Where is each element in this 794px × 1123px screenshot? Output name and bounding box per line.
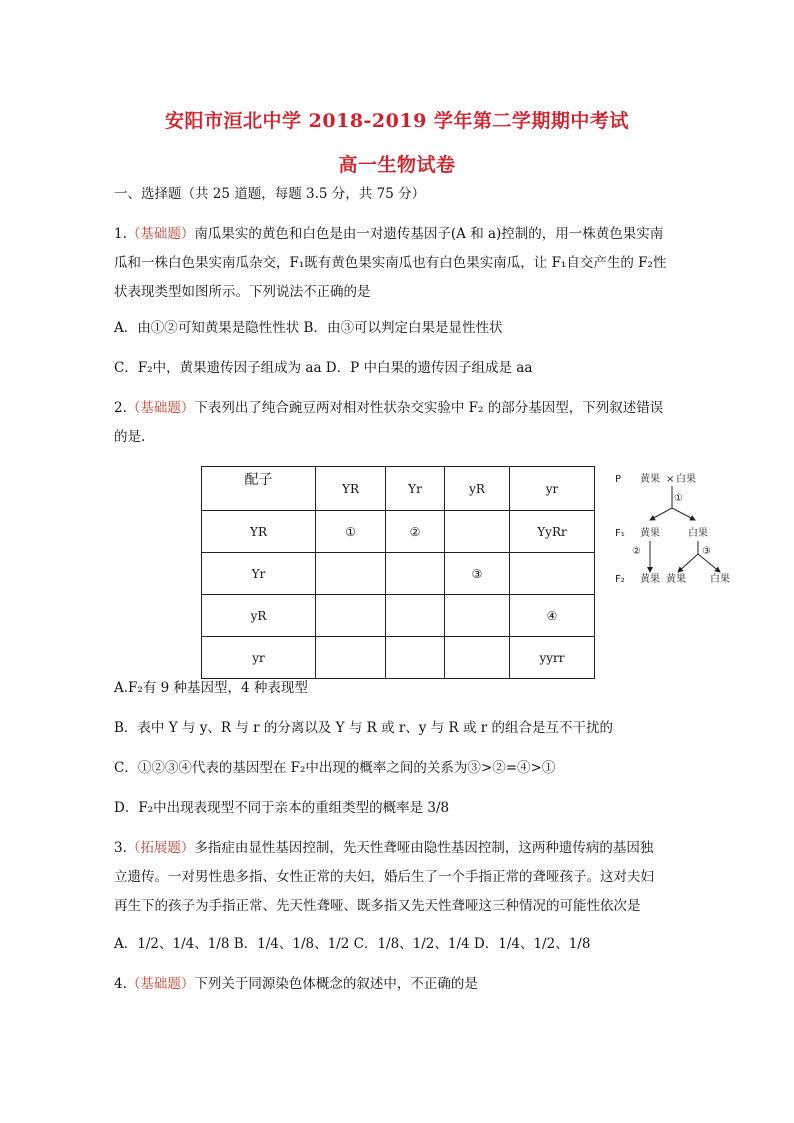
table-cell: ③ [445, 553, 510, 595]
table-cell: yr [202, 637, 316, 679]
table-cell [510, 553, 595, 595]
q3-line-1 [114, 838, 653, 858]
table-cell: ① [316, 511, 386, 553]
table-cell: YyRr [510, 511, 595, 553]
q3-line-2: 立遗传。一对男性患多指、女性正常的夫妇，婚后生了一个手指正常的聋哑孩子。这对夫妇 [114, 869, 654, 885]
q1-text-1: 南瓜果实的黄色和白色是由一对遗传基因子(A 和 a)控制的，用一株黄色果实南 [194, 226, 664, 242]
pedigree-diagram [610, 468, 750, 593]
table-cell [386, 637, 445, 679]
q2-option-d: D．F₂中出现表现型不同于亲本的重组类型的概率是 3/8 [114, 800, 450, 816]
q3-number: 3. [114, 840, 127, 856]
q1-tag: （基础题） [126, 226, 195, 242]
f2-white-label: 白果 [710, 574, 730, 585]
f2-yellow-label-2: 黄果 [666, 574, 686, 585]
table-cell: ② [386, 511, 445, 553]
arrow-to-f1-white [672, 508, 695, 520]
table-header-cell: yr [510, 467, 595, 511]
table-header-cell: Yr [386, 467, 445, 511]
mark-1: ① [674, 493, 683, 504]
q4-tag: （基础题） [126, 976, 195, 992]
table-header-cell: yR [445, 467, 510, 511]
p-yellow-label: 黄果 [640, 474, 660, 485]
table-cell: yyrr [510, 637, 595, 679]
q4-number: 4. [114, 976, 127, 992]
table-header-cell: YR [316, 467, 386, 511]
table-row [202, 595, 595, 637]
arrow-to-f1-yellow [650, 508, 672, 520]
q2-tag: （基础题） [126, 400, 195, 416]
exam-title: 安阳市洹北中学 2018-2019 学年第二学期期中考试 [165, 110, 629, 132]
q2-number: 2. [114, 400, 127, 416]
q4-line-1 [114, 974, 478, 994]
genotype-table [201, 466, 595, 679]
table-cell [445, 595, 510, 637]
generation-f2-label: F₂ [615, 574, 625, 585]
p-white-label: 白果 [676, 474, 696, 485]
generation-p-label: P [615, 474, 622, 485]
q2-text-1: 下表列出了纯合豌豆两对相对性状杂交实验中 F₂ 的部分基因型，下列叙述错误 [194, 400, 664, 416]
exam-subtitle: 高一生物试卷 [338, 154, 456, 176]
q1-line-3: 状表现类型如图所示。下列说法不正确的是 [114, 284, 371, 300]
table-cell [316, 637, 386, 679]
q1-line-1 [114, 224, 663, 244]
q2-option-a: A.F₂有 9 种基因型，4 种表现型 [114, 680, 308, 696]
table-cell [386, 595, 445, 637]
q2-line-2: 的是. [114, 429, 146, 445]
q4-text-1: 下列关于同源染色体概念的叙述中，不正确的是 [194, 976, 478, 992]
table-cell [445, 511, 510, 553]
q3-line-3: 再生下的孩子为手指正常、先天性聋哑、既多指又先天性聋哑这三种情况的可能性依次是 [114, 898, 641, 914]
table-row [202, 511, 595, 553]
q3-options: A．1/2、1/4、1/8 B．1/4、1/8、1/2 C．1/8、1/2、1/4 D．1/4、1/2、1/8 [114, 936, 591, 952]
table-cell: ④ [510, 595, 595, 637]
table-cell [316, 553, 386, 595]
f1-white-label: 白果 [688, 528, 708, 539]
table-header-cell: 配子 [202, 467, 316, 511]
arrow-to-f2-yellow [678, 554, 698, 572]
mark-3: ③ [702, 546, 711, 557]
table-cell [386, 553, 445, 595]
f2-yellow-label-1: 黄果 [640, 574, 660, 585]
table-cell: Yr [202, 553, 316, 595]
cross-symbol: × [666, 474, 675, 485]
q3-tag: （拓展题） [126, 840, 195, 856]
table-cell [445, 637, 510, 679]
section-heading: 一、选择题（共 25 道题，每题 3.5 分，共 75 分） [114, 186, 426, 202]
q2-option-c: C．①②③④代表的基因型在 F₂中出现的概率之间的关系为③>②=④>① [114, 760, 556, 776]
f1-yellow-label: 黄果 [640, 528, 660, 539]
table-header-row [202, 467, 595, 511]
q1-options-ab: A．由①②可知黄果是隐性性状 B．由③可以判定白果是显性性状 [114, 320, 503, 336]
table-row [202, 637, 595, 679]
q2-line-1 [114, 398, 663, 418]
q2-option-b: B．表中 Y 与 y、R 与 r 的分离以及 Y 与 R 或 r、y 与 R 或 r 的组合是互不干扰的 [114, 720, 614, 736]
table-cell: yR [202, 595, 316, 637]
q1-options-cd: C．F₂中，黄果遗传因子组成为 aa D．P 中白果的遗传因子组成是 aa [114, 360, 533, 376]
q1-number: 1. [114, 226, 127, 242]
q1-line-2: 瓜和一株白色果实南瓜杂交，F₁既有黄色果实南瓜也有白色果实南瓜，让 F₁自交产生的 F₂性 [114, 255, 667, 271]
mark-2: ② [632, 546, 641, 557]
table-cell [316, 595, 386, 637]
generation-f1-label: F₁ [615, 528, 625, 539]
table-cell: YR [202, 511, 316, 553]
table-row [202, 553, 595, 595]
q3-text-1: 多指症由显性基因控制，先天性聋哑由隐性基因控制，这两种遗传病的基因独 [194, 840, 654, 856]
